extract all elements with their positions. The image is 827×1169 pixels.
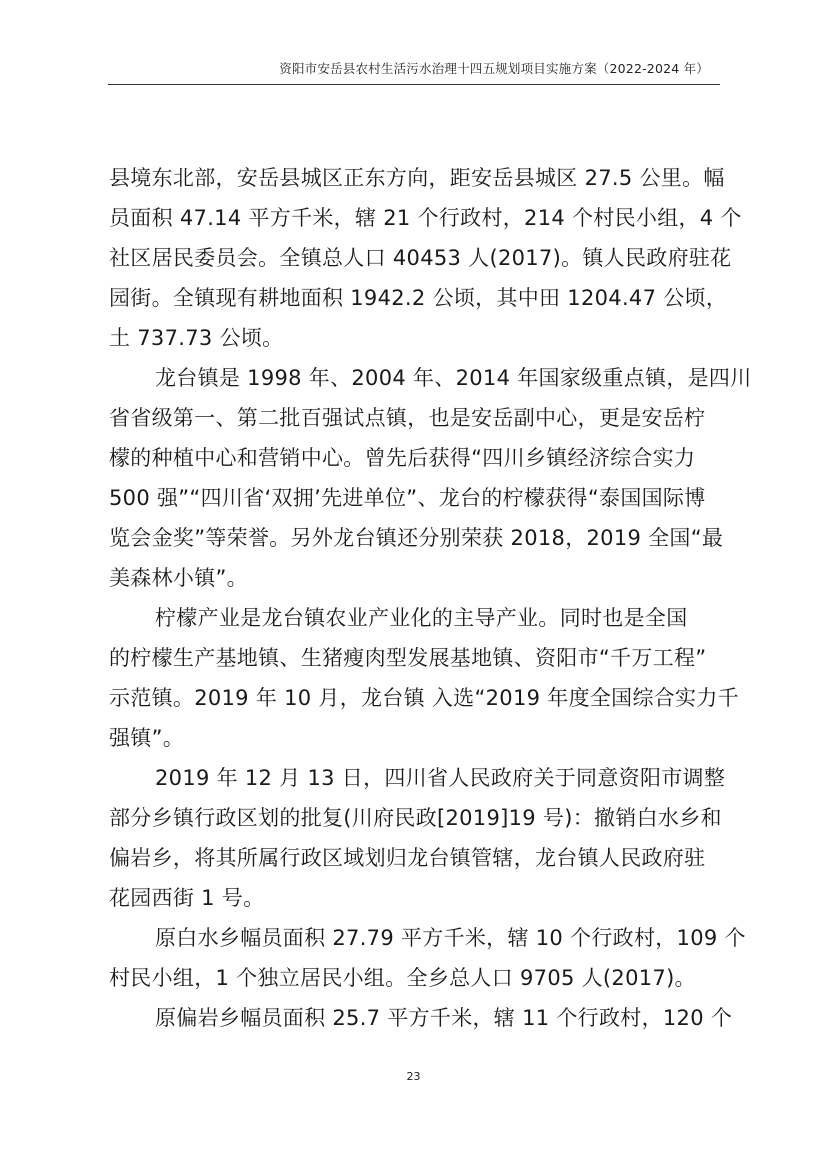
running-header: 资阳市安岳县农村生活污水治理十四五规划项目实施方案（2022-2024 年） [279, 61, 709, 76]
paragraph-start-line: 柠檬产业是龙台镇农业产业化的主导产业。同时也是全国 [155, 606, 688, 630]
text-line: 的柠檬生产基地镇、生猪瘦肉型发展基地镇、资阳市“千万工程” [109, 646, 707, 670]
paragraph-start-line: 2019 年 12 月 13 日，四川省人民政府关于同意资阳市调整 [155, 766, 726, 790]
text-line: 览会金奖”等荣誉。另外龙台镇还分别荣获 2018，2019 全国“最 [109, 526, 724, 550]
body-text [109, 158, 752, 1038]
text-line: 省省级第一、第二批百强试点镇，也是安岳副中心，更是安岳柠 [109, 406, 706, 430]
text-line: 花园西街 1 号。 [109, 886, 265, 910]
text-line: 美森林小镇”。 [109, 566, 248, 590]
text-line: 强镇”。 [109, 726, 185, 750]
paragraph-start-line: 原白水乡幅员面积 27.79 平方千米，辖 10 个行政村，109 个 [155, 926, 746, 950]
text-line: 员面积 47.14 平方千米，辖 21 个行政村，214 个村民小组，4 个 [109, 206, 742, 230]
paragraph-start-line: 原偏岩乡幅员面积 25.7 平方千米，辖 11 个行政村，120 个 [155, 1006, 733, 1030]
text-line: 县境东北部，安岳县城区正东方向，距安岳县城区 27.5 公里。幅 [109, 166, 725, 190]
header-rule [108, 84, 720, 85]
text-line: 檬的种植中心和营销中心。曾先后获得“四川乡镇经济综合实力 [109, 446, 696, 470]
text-line: 示范镇。2019 年 10 月，龙台镇 入选“2019 年度全国综合实力千 [109, 686, 739, 710]
paragraph-start-line: 龙台镇是 1998 年、2004 年、2014 年国家级重点镇，是四川 [155, 366, 752, 390]
text-line: 村民小组，1 个独立居民小组。全乡总人口 9705 人(2017)。 [109, 966, 696, 990]
text-line: 500 强”“四川省‘双拥’先进单位”、龙台的柠檬获得“泰国国际博 [109, 486, 706, 510]
text-line: 社区居民委员会。全镇总人口 40453 人(2017)。镇人民政府驻花 [109, 246, 732, 270]
text-line: 土 737.73 公顷。 [109, 326, 284, 350]
page-number: 23 [406, 1070, 421, 1083]
text-line: 部分乡镇行政区划的批复(川府民政[2019]19 号)：撤销白水乡和 [109, 806, 722, 830]
text-line: 偏岩乡，将其所属行政区域划归龙台镇管辖，龙台镇人民政府驻 [109, 846, 706, 870]
text-line: 园街。全镇现有耕地面积 1942.2 公顷，其中田 1204.47 公顷， [109, 286, 728, 310]
